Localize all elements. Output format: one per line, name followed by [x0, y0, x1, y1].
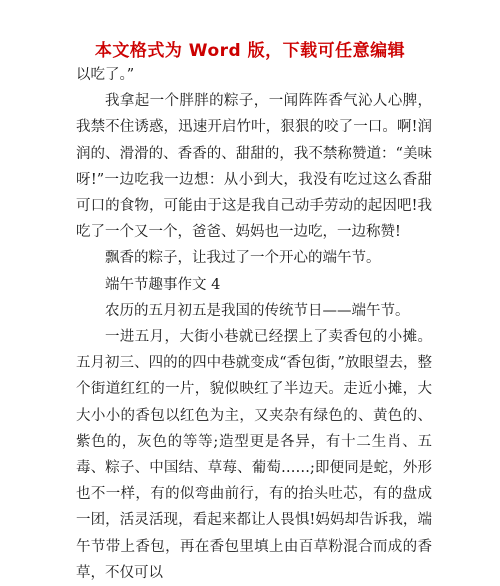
- paragraph: 以吃了。”: [76, 67, 135, 83]
- paragraph: 飘香的粽子，让我过了一个开心的端午节。: [105, 250, 381, 267]
- document-banner: 本文格式为 Word 版，下载可任意编辑: [94, 41, 406, 61]
- paragraph: 一进五月，大街小巷就已经摆上了卖香包的小摊。五月初三、四的的四中巷就变成“香包街，”放眼望去，整个街道红红的一片，貌似映红了半边天。走近小摊，大大小小的香包以红色为主，又夹杂有绿色的、黄色的、紫色的，灰色的等等;造型更是各异，有十二生肖、五毒、粽子、中国结、草莓、葡萄……;即便同是蛇，外形也不一样，有的似弯曲前行，有的抬头吐芯，有的盘成一团，活灵活现，看起来都让人畏惧!妈妈却告诉我，端午节带上香包，再在香包里填上由百草粉混合而成的香草，不仅可以: [76, 329, 432, 581]
- paragraph: 农历的五月初五是我国的传统节日——端午节。: [105, 302, 410, 319]
- document-body: [76, 62, 432, 586]
- section-heading: 端午节趣事作文 4: [105, 276, 221, 293]
- paragraph: 我拿起一个胖胖的粽子，一闻阵阵香气沁人心脾，我禁不住诱惑，迅速开启竹叶，狠狠的咬了一口。啊!润润的、滑滑的、香香的、甜甜的，我不禁称赞道：“美味呀!”一边吃我一边想：从小到大，我没有吃过这么香甜可口的食物，可能由于这是我自己动手劳动的起因吧!我吃了一个又一个，爸爸、妈妈也一边吃，一边称赞!: [76, 93, 432, 241]
